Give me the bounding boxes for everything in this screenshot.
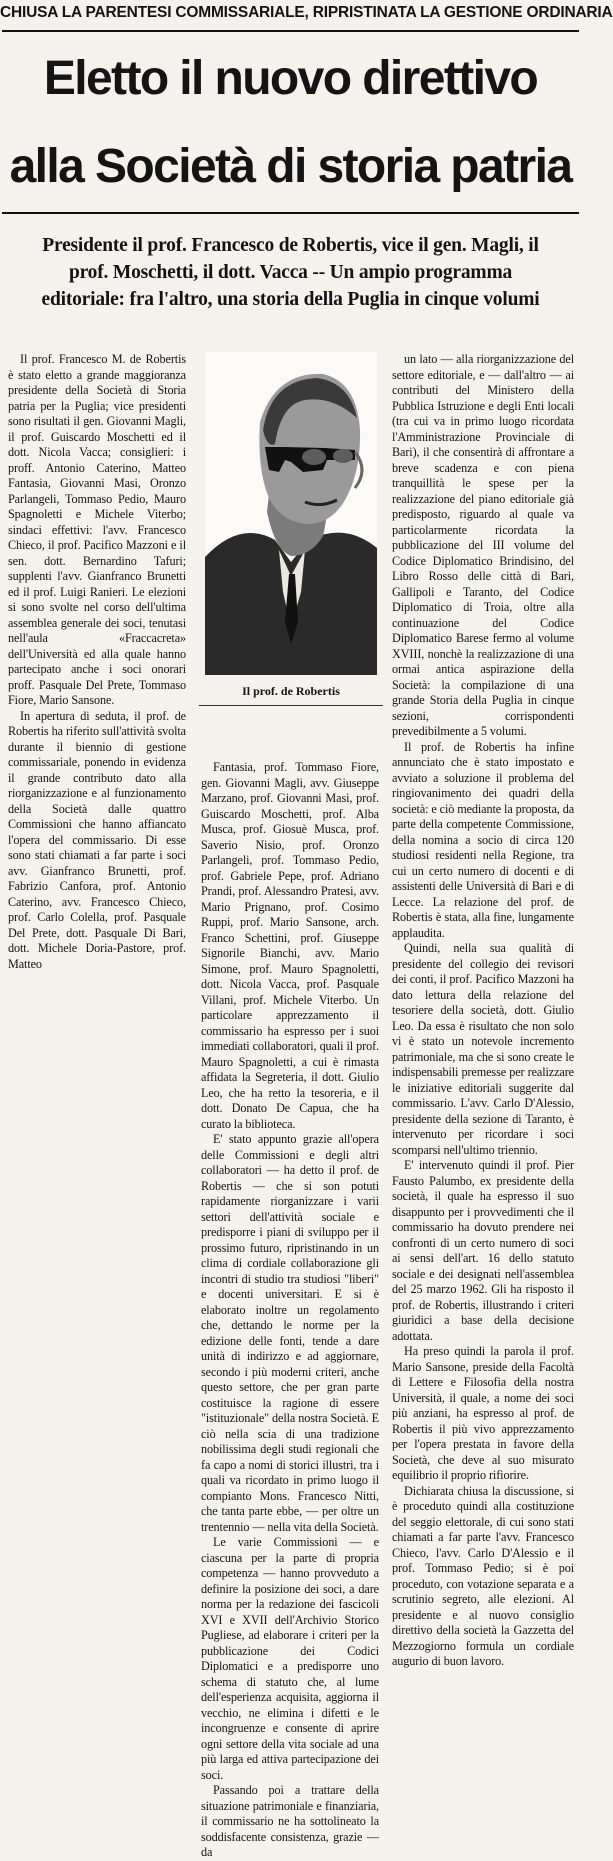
caption-rule — [199, 705, 383, 706]
subheadline: Presidente il prof. Francesco de Robertis, vice il gen. Magli, il prof. Moschetti, il dott. Vacca -- Un ampio programma editoriale: fra l'altro, una storia della Puglia in cinque volumi — [41, 235, 540, 310]
paragraph: Le varie Commissioni — e ciascuna per la parte di propria competenza — hanno provveduto a definire la posizione dei soci, a dare norma per la redazione dei fascicoli XVI e XVII dell'Archivio Storico Pugliese, ad elaborare i criteri per la pubblicazione dei Codici Diplomatici e a predisporre uno schema di statuto che, al lume dell'esperienza acquisita, aggiorna il vecchio, ne elimina i difetti e le incongruenze e consente di aprire ogni settore della vita sociale ad una più larga ed attiva partecipazione dei soci. — [201, 1535, 379, 1782]
paragraph: E' stato appunto grazie all'opera delle Commissioni e degli altri collaboratori — ha detto il prof. de Robertis — che si son potuti rapidamente riorganizzare i varii settori dell'attività sociale e predisporre i piani di sviluppo per il prossimo futuro, ripristinando in un clima di cordiale collaborazione gli incontri di studio tra studiosi "liberi" e docenti universitari. E si è elaborato inoltre un regolamento che, dettando le norme per la edizione delle fonti, tende a dare unità di indirizzo e ad aggiornare, secondo i più moderni criteri, anche questo settore, che per gran parte costituisce la ragione di essere "istituzionale" della nostra Società. E ciò nella scia di una tradizione nobilissima degli studi regionali che fa capo a nomi di storici illustri, tra i quali va ricordato in primo luogo il compianto Mons. Francesco Nitti, che tanta parte ebbe, — per oltre un trentennio — nella vita della Società. — [201, 1132, 379, 1534]
headline-line-2: alla Società di storia patria — [9, 140, 572, 193]
paragraph: Fantasia, prof. Tommaso Fiore, gen. Giovanni Magli, avv. Giuseppe Marzano, prof. Giovanni Masi, prof. Guiscardo Moschetti, prof. Alba Musca, prof. Giosuè Musca, prof. Saverio Nisio, prof. Oronzo Parlangeli, prof. Tommaso Pedio, prof. Gabriele Pepe, prof. Adriano Prandi, prof. Alessandro Pratesi, avv. Mario Prignano, prof. Cosimo Ruppi, prof. Mario Sansone, arch. Franco Schettini, prof. Giuseppe Signorile Bianchi, avv. Mario Simone, prof. Mauro Spagnoletti, dott. Nicola Vacca, prof. Pasquale Villani, prof. Michele Viterbo. Un particolare apprezzamento il commissario ha espresso per i suoi immediati collaboratori, quali il prof. Mauro Spagnoletti, a cui è rimasta affidata la Segreteria, il dott. Giulio Leo, che ha retto la tesoreria, e il dott. Donato De Capua, che ha curato la biblioteca. — [201, 760, 379, 1131]
paragraph: Quindi, nella sua qualità di presidente del collegio dei revisori dei conti, il prof. Pacifico Mazzoni ha dato lettura della relazione del tesoriere della società, dott. Giulio Leo. Da essa è risultato che non solo vi è stato un notevole incremento patrimoniale, ma che si sono create le indispensabili premesse per realizzare le iniziative editoriali suggerite dal commissario. L'avv. Carlo D'Alessio, presidente della sezione di Taranto, è intervenuto per ricordare i soci scomparsi nell'ultimo triennio. — [392, 941, 574, 1157]
paragraph: In apertura di seduta, il prof. de Robertis ha riferito sull'attività svolta durante il biennio di gestione commissariale, ponendo in evidenza il grande contributo dato alla riorganizzazione e al funzionamento della Società dalle quattro Commissioni che hanno affiancato l'opera del commissario. Di esse sono stati chiamati a far parte i soci avv. Gianfranco Brunetti, prof. Fabrizio Canfora, prof. Antonio Caterino, avv. Francesco Chieco, prof. Carlo Colella, prof. Pasquale Del Prete, dott. Pasquale Di Bari, dott. Michele Doria-Pastore, prof. Matteo — [8, 708, 186, 971]
article-column-1 — [8, 352, 186, 971]
paragraph: Il prof. de Robertis ha infine annunciato che è stato impostato e avviato a soluzione il problema del ringiovanimento dei quadri della società: e ciò mediante la proposta, da parte della competente Commissione, della nomina a socio di circa 120 studiosi residenti nella Regione, tra cui un certo numero di docenti e di assistenti delle Università di Bari e di Lecce. La relazione del prof. de Robertis è stata, alla fine, lungamente applaudita. — [392, 739, 574, 940]
portrait-image — [205, 352, 377, 675]
portrait-photo — [205, 352, 377, 675]
paragraph: Il prof. Francesco M. de Robertis è stato eletto a grande maggioranza presidente della Società di Storia patria per la Puglia; vice presidenti sono risultati il gen. Giovanni Magli, il prof. Guiscardo Moschetti ed il dott. Nicola Vacca; consiglieri: i proff. Antonio Caterino, Matteo Fantasia, Giovanni Masi, Oronzo Parlangeli, Tommaso Pedio, Mauro Spagnoletti e Michele Viterbo; sindaci effettivi: l'avv. Francesco Chieco, il prof. Pacifico Mazzoni e il sen. dott. Bernardino Tafuri; supplenti l'avv. Gianfranco Brunetti ed il prof. Luigi Ranieri. Le elezioni si sono svolte nel corso dell'ultima assemblea generale dei soci, tenutasi nell'aula «Fraccacreta» dell'Università ed alla quale hanno partecipato anche i soci onorari proff. Pasquale Del Prete, Tommaso Fiore, Mario Sansone. — [8, 352, 186, 707]
paragraph: un lato — alla riorganizzazione del settore editoriale, e — dall'altro — ai contributi del Ministero della Pubblica Istruzione e degli Enti locali (tra cui va in primo luogo ricordata l'Amministrazione Provinciale di Bari), il che consentirà di affrontare a breve scadenza e con piena tranquillità le spese per la realizzazione del piano editoriale già predisposto, riguardo al quale va particolarmente ricordata la pubblicazione del III volume del Codice Diplomatico Brindisino, del Libro Rosso delle città di Bari, Gallipoli e Taranto, del Codice Diplomatico di Troia, oltre alla continuazione del Codice Diplomatico Barese fermo al volume XVIII, nonchè la realizzazione di una ormai antica aspirazione della Società: la compilazione di una grande Storia della Puglia in cinque sezioni, corrispondenti prevedibilmente a 5 volumi. — [392, 352, 574, 738]
paragraph: Dichiarata chiusa la discussione, si è proceduto quindi alla costituzione del seggio elettorale, di cui sono stati chiamati a far parte l'avv. Francesco Chieco, l'avv. Carlo D'Alessio e il prof. Tommaso Pedio; si è poi proceduto, con votazione separata e a scrutinio segreto, alle elezioni. Al presidente e al nuovo consiglio direttivo della società la Gazzetta del Mezzogiorno formula un cordiale augurio di buon lavoro. — [392, 1483, 574, 1668]
article-column-2 — [201, 760, 379, 1859]
headline-line-1: Eletto il nuovo direttivo — [43, 52, 538, 105]
kicker: CHIUSA LA PARENTESI COMMISSARIALE, RIPRISTINATA LA GESTIONE ORDINARIA — [0, 4, 613, 21]
paragraph: Ha preso quindi la parola il prof. Mario Sansone, preside della Facoltà di Lettere e Filosofia della nostra Università, il quale, a nome dei soci più anziani, ha espresso al prof. de Robertis il più vivo apprezzamento per l'opera prestata in favore della Società, che deve al suo misurato equilibrio il proprio rifiorire. — [392, 1344, 574, 1482]
headline-rule — [2, 212, 579, 214]
top-rule — [2, 30, 579, 32]
photo-caption: Il prof. de Robertis — [242, 684, 340, 698]
article-column-3 — [392, 352, 574, 1668]
paragraph: E' intervenuto quindi il prof. Pier Fausto Palumbo, ex presidente della società, il quale ha espresso il suo disappunto per i provvedimenti che il commissario ha dovuto prendere nei confronti di un certo numero di soci ai sensi dell'art. 16 dello statuto sociale e dei designati nell'assemblea del 25 marzo 1962. Gli ha risposto il prof. de Robertis, illustrando i criteri giuridici a base della decisione adottata. — [392, 1158, 574, 1343]
paragraph: Passando poi a trattare della situazione patrimoniale e finanziaria, il commissario ne ha sottolineato la soddisfacente consistenza, grazie — da — [201, 1783, 379, 1859]
